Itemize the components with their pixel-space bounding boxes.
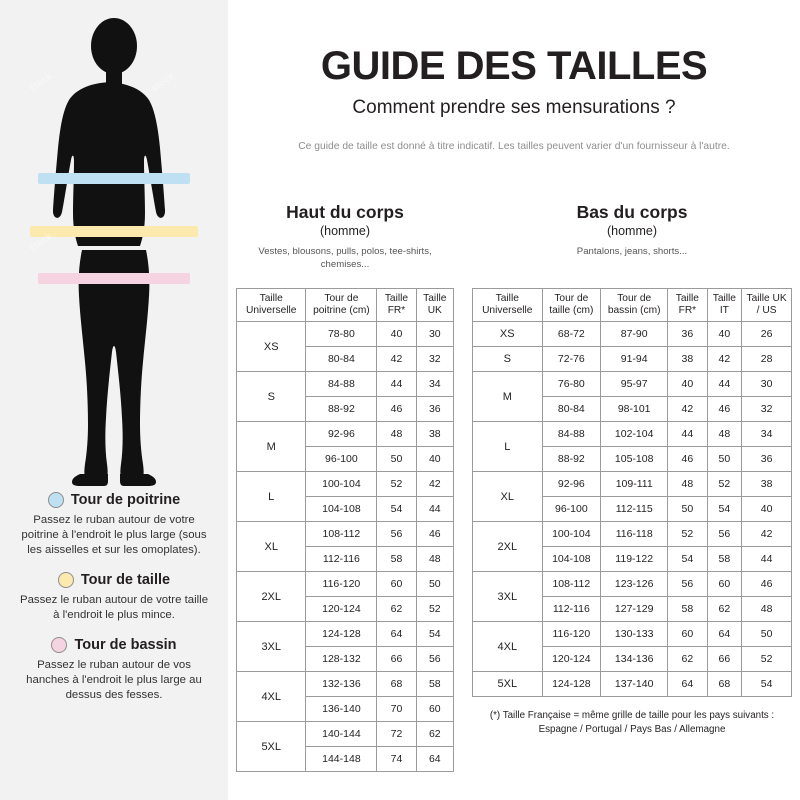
table-cell: 108-112 [306,522,377,547]
table-cell: 42 [707,347,742,372]
lower-body-subheading: (homme) [606,224,657,238]
table-cell: 130-133 [601,622,668,647]
table-cell: 96-100 [306,447,377,472]
table-row [237,472,454,497]
table-cell: 108-112 [542,572,601,597]
table-cell: 50 [742,622,792,647]
table-cell: 80-84 [542,397,601,422]
table-cell: 30 [742,372,792,397]
table-cell: 58 [668,597,707,622]
table-cell: 104-108 [306,497,377,522]
table-cell: 123-126 [601,572,668,597]
table-cell: 112-115 [601,497,668,522]
table-cell: 87-90 [601,322,668,347]
table-cell: 48 [377,422,416,447]
table-cell: 38 [668,347,707,372]
table-cell: 44 [668,422,707,447]
table-row [237,422,454,447]
column-header: Taille UK [416,289,453,322]
table-cell: 40 [668,372,707,397]
table-row [473,372,792,397]
upper-body-section [228,188,460,772]
table-row [473,622,792,647]
table-cell: 42 [668,397,707,422]
table-cell: 58 [377,547,416,572]
circle-blue-icon [48,492,64,508]
table-cell: 80-84 [306,347,377,372]
table-cell: 38 [416,422,453,447]
circle-pink-icon [51,637,67,653]
table-cell: 100-104 [542,522,601,547]
footnote-text: (*) Taille Française = même grille de taille pour les pays suivants : Espagne / Portugal / Pays Bas / Allemagne [489,710,775,736]
table-cell: 30 [416,322,453,347]
universal-size-cell: XS [237,322,306,372]
column-header: Taille IT [707,289,742,322]
table-cell: 58 [416,672,453,697]
table-cell: 26 [742,322,792,347]
table-cell: 70 [377,697,416,722]
universal-size-cell: S [473,347,543,372]
legend-item-hip [8,637,220,703]
table-row [473,522,792,547]
universal-size-cell: 4XL [237,672,306,722]
table-row [237,622,454,647]
watermark-text: stock. [27,228,58,255]
table-header-row [473,289,792,322]
universal-size-cell: 4XL [473,622,543,672]
table-cell: 60 [416,697,453,722]
table-cell: 54 [668,547,707,572]
table-row [473,472,792,497]
universal-size-cell: 2XL [237,572,306,622]
table-cell: 76-80 [542,372,601,397]
table-cell: 40 [742,497,792,522]
page-title: GUIDE DES TAILLES [320,44,708,88]
lower-body-section [460,188,800,772]
table-cell: 56 [377,522,416,547]
table-cell: 88-92 [542,447,601,472]
table-cell: 84-88 [542,422,601,447]
table-cell: 68 [707,672,742,697]
column-header: Taille Universelle [237,289,306,322]
legend-label: Tour de bassin [74,637,177,654]
table-cell: 58 [707,547,742,572]
table-cell: 98-101 [601,397,668,422]
disclaimer-text: Ce guide de taille est donné à titre indicatif. Les tailles peuvent varier d'un fournisseur à l'autre. [298,141,730,152]
table-cell: 92-96 [542,472,601,497]
table-cell: 132-136 [306,672,377,697]
table-cell: 127-129 [601,597,668,622]
table-cell: 36 [742,447,792,472]
table-cell: 64 [416,747,453,772]
universal-size-cell: L [473,422,543,472]
universal-size-cell: XS [473,322,543,347]
lower-body-size-table [472,288,792,697]
table-cell: 52 [742,647,792,672]
table-cell: 42 [416,472,453,497]
table-cell: 48 [707,422,742,447]
circle-yellow-icon [58,572,74,588]
table-cell: 68 [377,672,416,697]
table-cell: 54 [377,497,416,522]
table-cell: 112-116 [306,547,377,572]
upper-body-subheading: (homme) [319,224,370,238]
table-row [473,347,792,372]
lower-body-heading: Bas du corps [576,202,688,222]
universal-size-cell: M [473,372,543,422]
table-row [237,522,454,547]
legend-description: Passez le ruban autour de votre poitrine à l'endroit le plus large (sous les aisselles et sur les omoplates). [21,514,207,557]
table-cell: 66 [377,647,416,672]
table-cell: 56 [707,522,742,547]
table-cell: 66 [707,647,742,672]
table-cell: 54 [707,497,742,522]
table-cell: 112-116 [542,597,601,622]
column-header: Taille Universelle [473,289,543,322]
universal-size-cell: 5XL [237,722,306,772]
table-cell: 50 [416,572,453,597]
universal-size-cell: S [237,372,306,422]
column-header: Taille UK / US [742,289,792,322]
table-cell: 120-124 [306,597,377,622]
upper-body-description: Vestes, blousons, pulls, polos, tee-shirts, chemises... [258,246,432,270]
table-cell: 68-72 [542,322,601,347]
universal-size-cell: 3XL [237,622,306,672]
table-cell: 60 [377,572,416,597]
table-cell: 144-148 [306,747,377,772]
table-cell: 134-136 [601,647,668,672]
legend-item-chest [8,492,220,558]
illustration-panel [0,0,228,800]
table-cell: 40 [707,322,742,347]
legend-label: Tour de taille [80,572,171,589]
table-cell: 116-118 [601,522,668,547]
legend-description: Passez le ruban autour de votre taille à l'endroit le plus mince. [19,594,209,622]
universal-size-cell: 2XL [473,522,543,572]
table-cell: 92-96 [306,422,377,447]
table-row [237,672,454,697]
universal-size-cell: XL [237,522,306,572]
legend-title-hip [8,637,220,653]
upper-body-size-table [236,288,454,772]
table-cell: 54 [742,672,792,697]
table-cell: 42 [742,522,792,547]
table-cell: 56 [668,572,707,597]
table-row [237,572,454,597]
universal-size-cell: XL [473,472,543,522]
table-cell: 50 [377,447,416,472]
table-cell: 91-94 [601,347,668,372]
legend-title-chest [8,492,220,508]
table-row [473,422,792,447]
table-cell: 48 [742,597,792,622]
table-row [473,322,792,347]
legend-item-waist [8,572,220,623]
table-cell: 28 [742,347,792,372]
table-cell: 44 [742,547,792,572]
watermark-text: stock. [149,68,180,95]
table-cell: 64 [377,622,416,647]
table-row [473,572,792,597]
table-cell: 52 [668,522,707,547]
table-cell: 72-76 [542,347,601,372]
table-cell: 36 [668,322,707,347]
table-cell: 36 [416,397,453,422]
legend-label: Tour de poitrine [70,492,181,508]
table-cell: 60 [668,622,707,647]
table-cell: 95-97 [601,372,668,397]
table-row [237,722,454,747]
table-cell: 109-111 [601,472,668,497]
table-cell: 56 [416,647,453,672]
table-cell: 42 [377,347,416,372]
table-cell: 72 [377,722,416,747]
waist-measure-band [30,226,198,237]
table-cell: 32 [742,397,792,422]
chest-measure-band [38,173,190,184]
measurement-legend [0,492,228,717]
table-cell: 52 [416,597,453,622]
table-row [237,372,454,397]
table-cell: 116-120 [542,622,601,647]
table-cell: 48 [668,472,707,497]
table-cell: 136-140 [306,697,377,722]
table-row [237,322,454,347]
table-cell: 64 [707,622,742,647]
column-header: Taille FR* [377,289,416,322]
universal-size-cell: 5XL [473,672,543,697]
table-cell: 40 [377,322,416,347]
table-cell: 78-80 [306,322,377,347]
table-cell: 48 [416,547,453,572]
table-row [473,672,792,697]
table-cell: 40 [416,447,453,472]
universal-size-cell: 3XL [473,572,543,622]
table-cell: 34 [416,372,453,397]
table-cell: 54 [416,622,453,647]
column-header: Tour de poitrine (cm) [306,289,377,322]
table-cell: 124-128 [306,622,377,647]
table-cell: 44 [707,372,742,397]
table-cell: 137-140 [601,672,668,697]
table-cell: 96-100 [542,497,601,522]
tables-region [228,188,800,772]
table-cell: 64 [668,672,707,697]
table-cell: 38 [742,472,792,497]
table-cell: 50 [707,447,742,472]
table-cell: 62 [416,722,453,747]
column-header: Tour de taille (cm) [542,289,601,322]
table-header-row [237,289,454,322]
body-figure [0,18,228,488]
table-cell: 104-108 [542,547,601,572]
table-cell: 44 [377,372,416,397]
table-cell: 74 [377,747,416,772]
male-silhouette-icon [14,18,214,488]
table-cell: 119-122 [601,547,668,572]
universal-size-cell: L [237,472,306,522]
table-cell: 102-104 [601,422,668,447]
lower-body-description: Pantalons, jeans, shorts... [576,246,688,257]
table-cell: 120-124 [542,647,601,672]
table-cell: 52 [377,472,416,497]
hip-measure-band [38,273,190,284]
table-cell: 62 [377,597,416,622]
legend-description: Passez le ruban autour de vos hanches à l'endroit le plus large au dessus des fesses. [26,659,202,702]
universal-size-cell: M [237,422,306,472]
table-cell: 88-92 [306,397,377,422]
table-cell: 105-108 [601,447,668,472]
table-cell: 34 [742,422,792,447]
watermark-text: stock. [27,68,58,95]
table-cell: 62 [707,597,742,622]
table-cell: 52 [707,472,742,497]
table-cell: 62 [668,647,707,672]
table-cell: 124-128 [542,672,601,697]
upper-body-heading: Haut du corps [286,202,404,222]
table-cell: 140-144 [306,722,377,747]
column-header: Tour de bassin (cm) [601,289,668,322]
table-cell: 50 [668,497,707,522]
page-header [228,0,800,152]
table-cell: 44 [416,497,453,522]
column-header: Taille FR* [668,289,707,322]
table-cell: 46 [668,447,707,472]
table-cell: 60 [707,572,742,597]
table-cell: 46 [377,397,416,422]
legend-title-waist [8,572,220,588]
table-cell: 116-120 [306,572,377,597]
table-cell: 46 [707,397,742,422]
page-subtitle: Comment prendre ses mensurations ? [352,97,676,118]
table-cell: 128-132 [306,647,377,672]
table-cell: 46 [742,572,792,597]
table-cell: 84-88 [306,372,377,397]
table-cell: 46 [416,522,453,547]
table-cell: 100-104 [306,472,377,497]
table-cell: 32 [416,347,453,372]
